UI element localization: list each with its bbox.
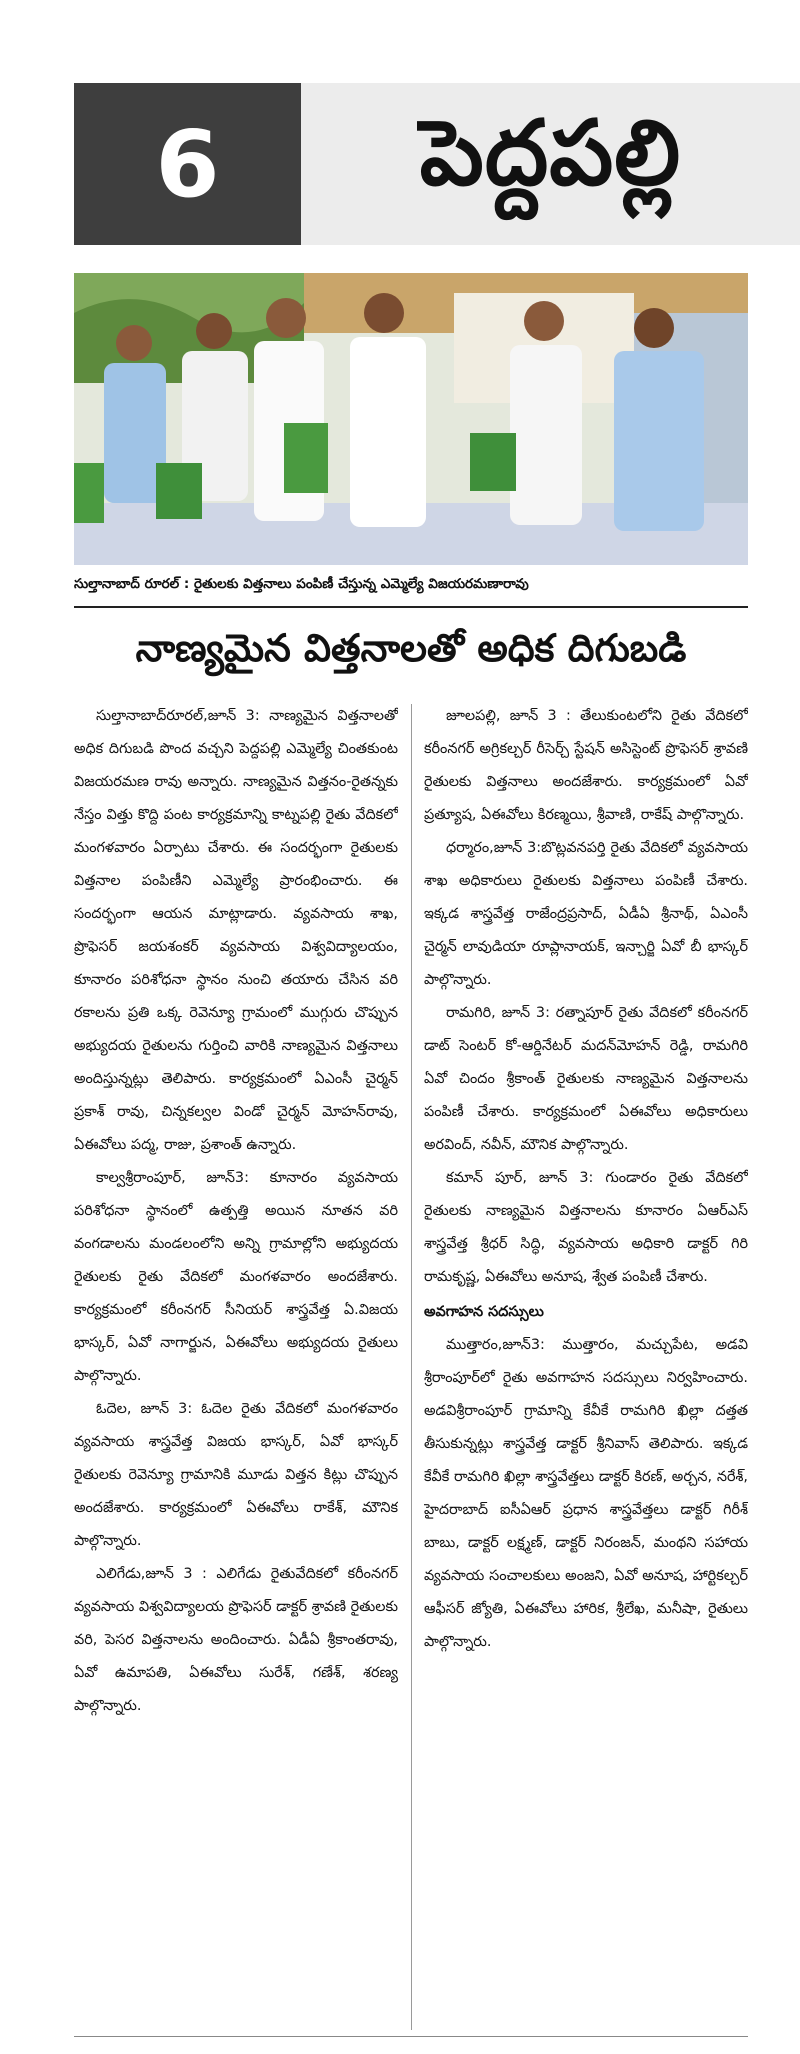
paragraph: రామగిరి, జూన్ 3: రత్నాపూర్ రైతు వేదికలో కరీంనగర్ డాట్ సెంటర్ కో-ఆర్డినేటర్ మదన్‌మోహన్ రెడ్డి, రామగిరి ఏవో చిందం శ్రీకాంత్ రైతులకు నాణ్యమైన విత్తనాలను పంపిణీ చేశారు. కార్యక్రమంలో ఏఈవోలు అధికారులు అరవింద్, నవీన్, మౌనిక పాల్గొన్నారు. <box>424 1005 748 1153</box>
column-divider <box>411 704 412 2030</box>
paragraph: ముత్తారం,జూన్3: ముత్తారం, మచ్చుపేట, అడవి శ్రీరాంపూర్‌లో రైతు అవగాహన సదస్సులు నిర్వహించారు. అడవిశ్రీరాంపూర్ గ్రామాన్ని కేవీకే రామగిరి ఖిల్లా దత్తత తీసుకున్నట్లు శాస్త్రవేత్త డాక్టర్ శ్రీనివాస్ తెలిపారు. ఇక్కడ కేవీకే రామగిరి ఖిల్లా శాస్త్రవేత్తలు డాక్టర్ కిరణ్, అర్చన, నరేశ్, హైదరాబాద్ ఐసీఏఆర్ ప్రధాన శాస్త్రవేత్తలు డాక్టర్ గిరీశ్ బాబు, డాక్టర్ లక్ష్మణ్, డాక్టర్ నిరంజన్, మంథని సహాయ వ్యవసాయ సంచాలకులు అంజని, ఏవో అనూష, హార్టికల్చర్ ఆఫీసర్ జ్యోతి, ఏఈవోలు హారిక, శ్రీలేఖ, మనీషా, రైతులు పాల్గొన్నారు. <box>424 1337 748 1650</box>
paragraph: ధర్మారం,జూన్ 3:బొట్లవనపర్తి రైతు వేదికలో వ్యవసాయ శాఖ అధికారులు రైతులకు విత్తనాలు పంపిణీ చేశారు. ఇక్కడ శాస్త్రవేత్త రాజేంద్రప్రసాద్, ఏడీఏ శ్రీనాథ్, ఏఎంసీ చైర్మన్ లావుడియా రూప్లానాయక్, ఇన్చార్జి ఏవో బీ భాస్కర్ పాల్గొన్నారు. <box>424 840 748 988</box>
district-title: పెద్దపల్లి <box>301 83 800 245</box>
paragraph: కమాన్ పూర్, జూన్ 3: గుండారం రైతు వేదికలో రైతులకు నాణ్యమైన విత్తనాలను కూనారం ఏఆర్ఎస్ శాస్త్రవేత్త శ్రీధర్ సిద్ధి, వ్యవసాయ అధికారి డాక్టర్ గిరి రామకృష్ణ, ఏఈవోలు అనూష, శ్వేత పంపిణీ చేశారు. <box>424 1170 748 1285</box>
article-body <box>74 700 748 2030</box>
page-number: 6 <box>74 83 301 245</box>
right-column <box>424 700 748 2030</box>
news-photo <box>74 273 748 565</box>
paragraph: ఎలిగేడు,జూన్ 3 : ఎలిగేడు రైతువేదికలో కరీంనగర్ వ్యవసాయ విశ్వవిద్యాలయ ప్రొఫెసర్ డాక్టర్ శ్రావణి రైతులకు వరి, పెసర విత్తనాలను అందించారు. ఏడీఏ శ్రీకాంతరావు, ఏవో ఉమాపతి, ఏఈవోలు సురేశ్, గణేశ్, శరణ్య పాల్గొన్నారు. <box>74 1566 398 1714</box>
masthead <box>74 83 800 245</box>
paragraph: సుల్తానాబాద్‌రూరల్,జూన్ 3: నాణ్యమైన విత్తనాలతో అధిక దిగుబడి పొంద వచ్చని పెద్దపల్లి ఎమ్మెల్యే చింతకుంట విజయరమణ రావు అన్నారు. నాణ్యమైన విత్తనం-రైతన్నకు నేస్తం విత్తు కొద్ది పంట కార్యక్రమాన్ని కాట్నపల్లి రైతు వేదికలో మంగళవారం ఏర్పాటు చేశారు. ఈ సందర్భంగా రైతులకు విత్తనాల పంపిణీని ఎమ్మెల్యే ప్రారంభించారు. ఈ సందర్భంగా ఆయన మాట్లాడారు. వ్యవసాయ శాఖ, ప్రొఫెసర్ జయశంకర్ వ్యవసాయ విశ్వవిద్యాలయం, కూనారం పరిశోధనా స్థానం నుంచి తయారు చేసిన వరి రకాలను ప్రతి ఒక్క రెవెన్యూ గ్రామంలో ముగ్గురు చొప్పున అభ్యుదయ రైతులను గుర్తించి వారికి నాణ్యమైన విత్తనాలు అందిస్తున్నట్లు తెలిపారు. కార్యక్రమంలో ఏఎంసీ చైర్మన్ ప్రకాశ్ రావు, చిన్నకల్వల విండో చైర్మన్ మోహన్‌రావు, ఏఈవోలు పద్మ, రాజు, ప్రశాంత్ ఉన్నారు. <box>74 708 398 1153</box>
caption-divider <box>74 606 748 608</box>
article-headline: నాణ్యమైన విత్తనాలతో అధిక దిగుబడి <box>135 626 687 670</box>
photo-illustration <box>74 273 748 565</box>
paragraph: కాల్వశ్రీరాంపూర్, జూన్3: కూనారం వ్యవసాయ పరిశోధనా స్థానంలో ఉత్పత్తి అయిన నూతన వరి వంగడాలను మండలంలోని అన్ని గ్రామాల్లోని అభ్యుదయ రైతులకు రైతు వేదికలో మంగళవారం అందజేశారు. కార్యక్రమంలో కరీంనగర్ సీనియర్ శాస్త్రవేత్త ఏ.విజయ భాస్కర్, ఏవో నాగార్జున, ఏఈవోలు అభ్యుదయ రైతులు పాల్గొన్నారు. <box>74 1170 398 1384</box>
paragraph: జూలపల్లి, జూన్ 3 : తేలుకుంటలోని రైతు వేదికలో కరీంనగర్ అగ్రికల్చర్ రీసెర్చ్ స్టేషన్ అసిస్టెంట్ ప్రొఫెసర్ శ్రావణి రైతులకు విత్తనాలు అందజేశారు. కార్యక్రమంలో ఏవో ప్రత్యూష, ఏఈవోలు కిరణ్మయి, శ్రీవాణి, రాకేష్ పాల్గొన్నారు. <box>424 708 748 823</box>
left-column <box>74 700 398 2030</box>
bottom-divider <box>74 2036 748 2037</box>
paragraph: ఓదెల, జూన్ 3: ఓదెల రైతు వేదికలో మంగళవారం వ్యవసాయ శాస్త్రవేత్త విజయ భాస్కర్, ఏవో భాస్కర్ రైతులకు రెవెన్యూ గ్రామానికి మూడు విత్తన కిట్లు చొప్పున అందజేశారు. కార్యక్రమంలో ఏఈవోలు రాకేశ్, మౌనిక పాల్గొన్నారు. <box>74 1401 398 1549</box>
section-subhead: అవగాహన సదస్సులు <box>424 1304 544 1320</box>
photo-caption: సుల్తానాబాద్ రూరల్ : రైతులకు విత్తనాలు పంపిణీ చేస్తున్న ఎమ్మెల్యే విజయరమణారావు <box>74 576 529 592</box>
